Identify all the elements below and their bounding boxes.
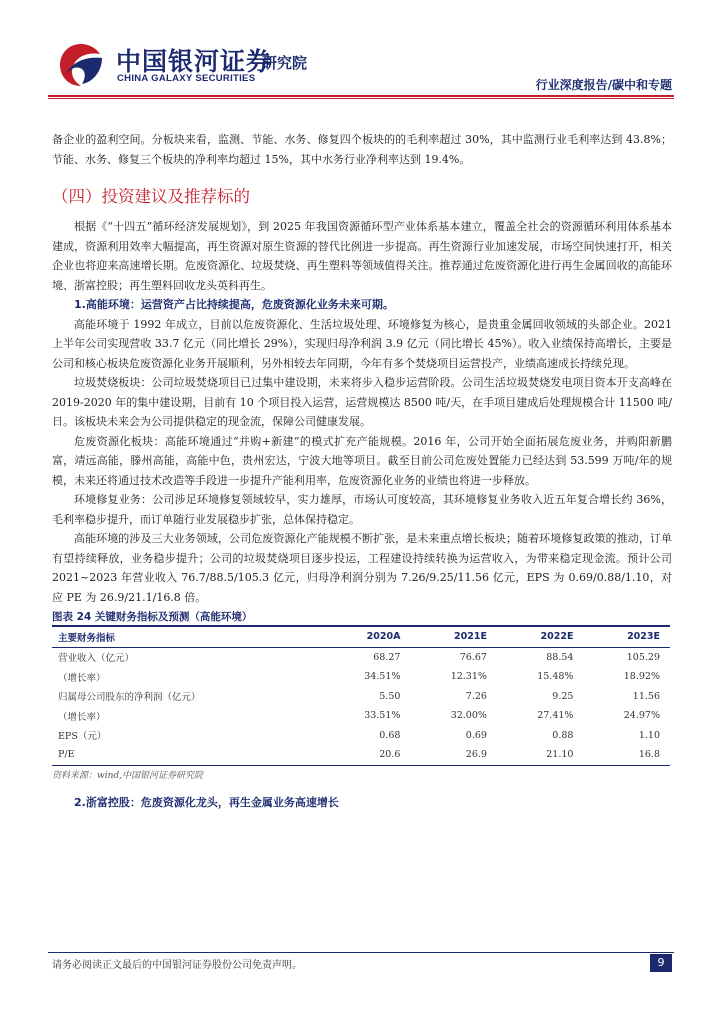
financial-table — [52, 625, 670, 766]
table-cell: 营业收入（亿元） — [58, 653, 135, 665]
table-cell: （增长率） — [58, 672, 106, 684]
subsection-title: 2.浙富控股：危废资源化龙头，再生金属业务高速增长 — [74, 795, 339, 809]
table-row — [52, 647, 670, 667]
table-cell: 7.26 — [465, 690, 487, 702]
paragraph: 高能环境于 1992 年成立，目前以危废资源化、生活垃圾处理、环境修复为核心，是贵重金属回收领域的头部企业。2021 上半年公司实现营收 33.7 亿元（同比增长 29%），实现归母净利润 3.9 亿元（同比增长 45%）。收入业绩保持高增长，主要是公司和核心板块危废资源化业务开展顺利，另外相较去年同期，今年有多个焚烧项目运营投产，业绩高速成长持续兑现。 — [52, 317, 672, 370]
header-divider — [48, 95, 674, 97]
table-cell: 1.10 — [638, 729, 660, 741]
table-cell: 26.9 — [465, 749, 487, 761]
table-cell: 归属母公司股东的净利润（亿元） — [58, 692, 201, 704]
paragraph: 高能环境的涉及三大业务领域，公司危废资源化产能规模不断扩张，是未来重点增长板块；随着环境修复政策的推动，订单有望持续释放，业务稳步提升；公司的垃圾焚烧项目逐步投运，工程建设持续转换为运营收入，为带来稳定现金流。预计公司 2021~2023 年营业收入 76.7/88.5/105.3 亿元，归母净利润分别为 7.26/9.25/11.56 亿元，EPS 为 0.69/0.88/1.10，对应 PE 为 26.9/21.1/16.8 倍。 — [52, 532, 672, 604]
table-row — [52, 706, 670, 726]
table-header-cell: 2021E — [454, 631, 487, 643]
table-header-cell: 主要财务指标 — [58, 632, 116, 644]
logo-chinese-name: 中国银河证券 — [116, 47, 273, 76]
table-header-cell: 2023E — [627, 631, 660, 643]
table-cell: 20.6 — [379, 749, 401, 761]
footer-divider — [48, 952, 674, 953]
table-cell: 5.50 — [379, 690, 401, 702]
table-cell: 0.68 — [379, 729, 401, 741]
table-cell: 34.51% — [364, 671, 401, 683]
table-cell: EPS（元） — [58, 731, 107, 743]
table-title: 图表 24 关键财务指标及预测（高能环境） — [52, 611, 253, 623]
table-cell: 76.67 — [459, 651, 487, 663]
paragraph: 根据《“十四五”循环经济发展规划》，到 2025 年我国资源循环型产业体系基本建立，覆盖全社会的资源循环利用体系基本建成，资源利用效率大幅提高，再生资源对原生资源的替代比例进一步提高。再生资源行业加速发展，市场空间快速打开，相关企业也将迎来高速增长期。危废资源化、垃圾焚烧、再生塑料等领域值得关注。推荐通过危废资源化进行再生金属回收的高能环境、浙富控股；再生塑料回收龙头英科再生。 — [52, 220, 672, 292]
table-cell: 0.88 — [552, 729, 574, 741]
header-divider-thin — [48, 98, 674, 99]
institute-label: 研究院 — [262, 54, 308, 72]
galaxy-logo-icon — [56, 40, 106, 90]
table-row — [52, 667, 670, 687]
table-cell: 88.54 — [546, 651, 574, 663]
table-cell: 18.92% — [623, 671, 660, 683]
page-header — [0, 0, 724, 100]
table-cell: 105.29 — [626, 651, 660, 663]
table-cell: 32.00% — [450, 710, 487, 722]
table-cell: 24.97% — [623, 710, 660, 722]
table-cell: 68.27 — [373, 651, 401, 663]
table-row — [52, 745, 670, 765]
table-header-cell: 2022E — [540, 631, 574, 643]
table-cell: 0.69 — [465, 729, 487, 741]
table-source: 资料来源：wind,中国银河证券研究院 — [52, 770, 204, 781]
footer-disclaimer: 请务必阅读正文最后的中国银河证券股份公司免责声明。 — [52, 960, 302, 971]
table-cell: 27.41% — [537, 710, 574, 722]
paragraph: 危废资源化板块：高能环境通过“并购+新建”的模式扩充产能规模。2016 年，公司开始全面拓展危废业务，并购阳新鹏富，靖远高能，滕州高能，高能中色，贵州宏达，宁波大地等项目。截至目前公司危废处置能力已经达到 53.599 万吨/年的规模，未来还将通过技术改造等手段进一步提升产能利用率，危废资源化业务的业绩也将进一步释放。 — [52, 434, 672, 487]
section-title: （四）投资建议及推荐标的 — [52, 187, 250, 206]
table-cell: 11.56 — [632, 690, 660, 702]
paragraph: 垃圾焚烧板块：公司垃圾焚烧项目已过集中建设期，未来将步入稳步运营阶段。公司生活垃圾焚烧发电项目资本开支高峰在 2019-2020 年的集中建设期，目前有 10 个项目投入运营，运营规模达 8500 吨/天，在手项目建成后处理规模合计 11500 吨/日。该板块未来会为公司提供稳定的现金流，保障公司健康发展。 — [52, 376, 672, 428]
intro-paragraph: 备企业的盈利空间。分板块来看，监测、节能、水务、修复四个板块的的毛利率超过 30%，其中监测行业毛利率达到 43.8%；节能、水务、修复三个板块的净利率均超过 15%，其中水务行业净利率达到 19.4%。 — [52, 133, 672, 166]
page-number: 9 — [650, 954, 672, 972]
subsection-title: 1.高能环境：运营资产占比持续提高，危废资源化业务未来可期。 — [74, 298, 394, 311]
table-cell: 16.8 — [638, 749, 660, 761]
table-row — [52, 726, 670, 746]
table-cell: 33.51% — [364, 710, 401, 722]
table-cell: 15.48% — [537, 671, 574, 683]
table-cell: P/E — [58, 749, 75, 761]
main-content — [52, 130, 672, 810]
table-cell: 12.31% — [450, 671, 487, 683]
paragraph: 环境修复业务：公司涉足环境修复领域较早，实力雄厚，市场认可度较高，其环境修复业务收入近五年复合增长约 36%，毛利率稳步提升，而订单随行业发展稳步扩张，总体保持稳定。 — [52, 493, 672, 526]
table-cell: 9.25 — [552, 690, 574, 702]
table-cell: （增长率） — [58, 711, 106, 723]
table-header-row — [52, 626, 670, 647]
table-row — [52, 687, 670, 707]
table-header-cell: 2020A — [366, 631, 401, 643]
logo-english-name: CHINA GALAXY SECURITIES — [117, 73, 256, 84]
table-cell: 21.10 — [546, 749, 574, 761]
report-type: 行业深度报告/碳中和专题 — [535, 78, 672, 92]
